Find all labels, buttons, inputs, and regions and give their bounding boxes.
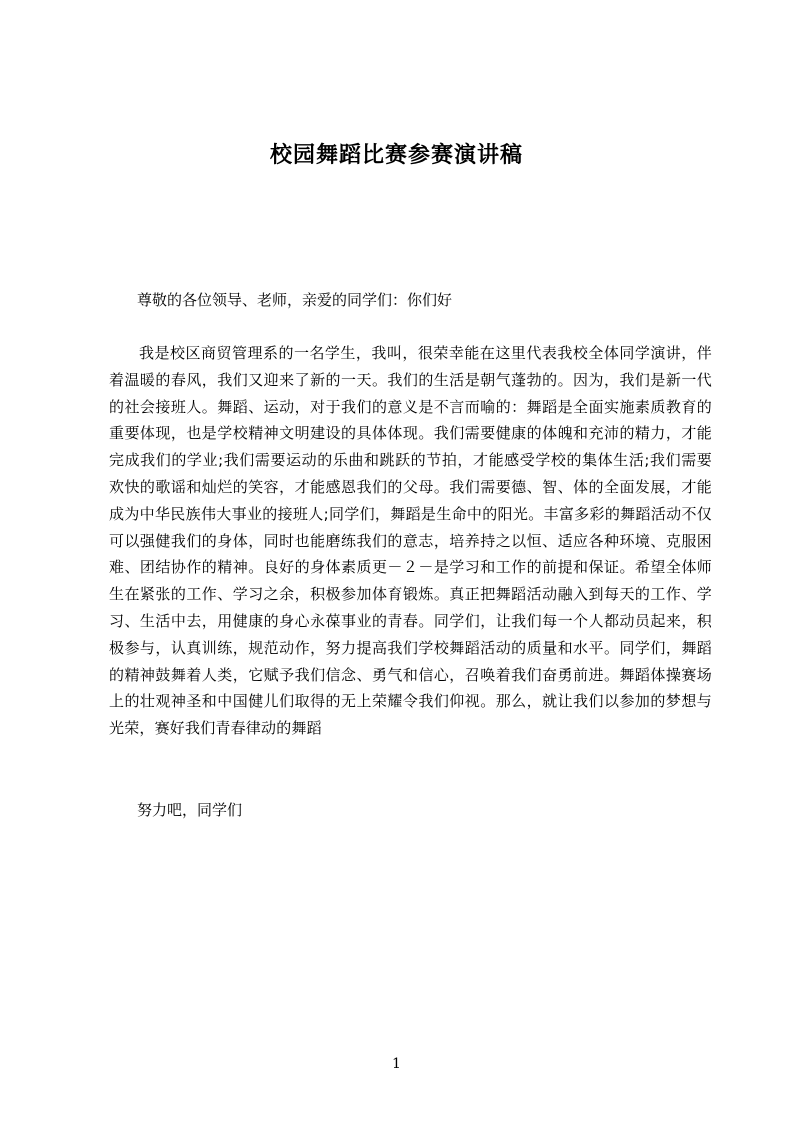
body-paragraph: 我是校区商贸管理系的一名学生，我叫，很荣幸能在这里代表我校全体同学演讲，伴着温暖的春风，我们又迎来了新的一天。我们的生活是朝气蓬勃的。因为，我们是新一代的社会接班人。舞蹈、运动，对于我们的意义是不言而喻的：舞蹈是全面实施素质教育的重要体现，也是学校精神文明建设的具体体现。我们需要健康的体魄和充沛的精力，才能完成我们的学业;我们需要运动的乐曲和跳跃的节拍，才能感受学校的集体生活;我们需要欢快的歌谣和灿烂的笑容，才能感恩我们的父母。我们需要德、智、体的全面发展，才能成为中华民族伟大事业的接班人;同学们，舞蹈是生命中的阳光。丰富多彩的舞蹈活动不仅可以强健我们的身体，同时也能磨练我们的意志，培养持之以恒、适应各种环境、克服困难、团结协作的精神。良好的身体素质更－２－是学习和工作的前提和保证。希望全体师生在紧张的工作、学习之余，积极参加体育锻炼。真正把舞蹈活动融入到每天的工作、学习、生活中去，用健康的身心永葆事业的青春。同学们，让我们每一个人都动员起来，积极参与，认真训练，规范动作，努力提高我们学校舞蹈活动的质量和水平。同学们，舞蹈的精神鼓舞着人类，它赋予我们信念、勇气和信心，召唤着我们奋勇前进。舞蹈体操赛场上的壮观神圣和中国健儿们取得的无上荣耀令我们仰视。那么，就让我们以参加的梦想与光荣，赛好我们青春律动的舞蹈 xyxy=(109,344,712,738)
salutation-paragraph: 尊敬的各位领导、老师，亲爱的同学们：你们好 xyxy=(137,291,453,309)
page-title: 校园舞蹈比赛参赛演讲稿 xyxy=(269,143,523,168)
page-number: 1 xyxy=(392,1056,401,1072)
closing-paragraph: 努力吧，同学们 xyxy=(137,801,243,819)
